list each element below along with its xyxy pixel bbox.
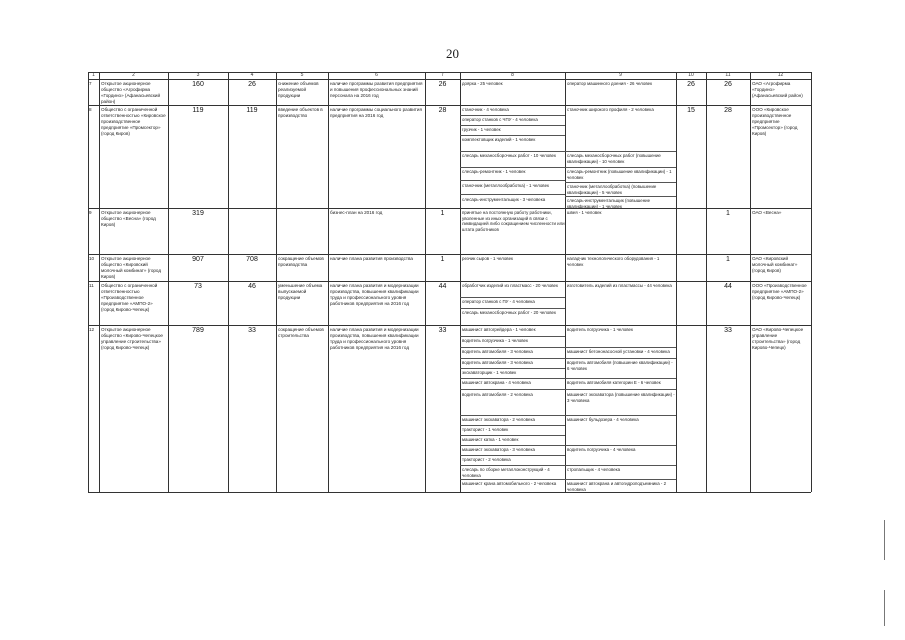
col-rule	[99, 72, 100, 492]
affected-count: 46	[248, 283, 256, 290]
planned-count: 26	[687, 81, 695, 88]
sub-row-rule	[460, 135, 565, 136]
sub-row-rule	[460, 455, 565, 456]
sub-row-rule	[565, 358, 676, 359]
scan-edge-mark	[884, 520, 885, 560]
total-count: 44	[724, 283, 732, 290]
header-rule	[88, 79, 811, 80]
column-number: 4	[250, 72, 254, 78]
released-profession: тракторист - 1 человек	[462, 427, 509, 432]
released-profession: оператор станков с ЧПУ - 4 человека	[462, 117, 538, 122]
row-number: 7	[89, 81, 92, 86]
column-number: 1	[92, 72, 95, 78]
sub-row-rule	[460, 435, 565, 436]
released-profession: машинист катка - 1 человек	[462, 437, 519, 442]
row-number: 8	[89, 107, 92, 112]
trainees-count: 1	[440, 210, 445, 217]
row-number: 9	[89, 210, 92, 215]
released-profession: станочник - 4 человека	[462, 107, 509, 112]
training-profession: станочник широкого профиля - 2 человека	[567, 107, 654, 112]
sub-row-rule	[565, 347, 676, 348]
partner-organization: ОАО «Кировский молочный комбинат» (город Киров)	[752, 256, 798, 273]
sub-row-rule	[460, 125, 565, 126]
released-profession: слесарь-ремонтник - 1 человек	[462, 169, 526, 174]
partner-organization: ООО «Производственное предприятие «АМПО-2» (город Кирово-Чепецк)	[752, 283, 807, 300]
sub-row-rule	[565, 378, 676, 379]
released-profession: оператор станков с ПУ - 4 человека	[462, 299, 535, 304]
row-rule	[88, 325, 811, 326]
total-count: 1	[726, 256, 730, 263]
trainees-count: 1	[440, 256, 445, 263]
column-number: 12	[777, 72, 784, 78]
sub-row-rule	[460, 336, 565, 337]
sub-row-rule	[565, 479, 676, 480]
page-number: 20	[446, 46, 459, 61]
column-number: 6	[375, 72, 378, 78]
released-profession: водитель автомобиля - 2 человека	[462, 392, 533, 397]
training-profession: швея - 1 человек	[567, 210, 602, 215]
row-number: 10	[89, 256, 95, 261]
sub-row-rule	[460, 151, 565, 152]
sub-row-rule	[460, 465, 565, 466]
organization-name: Общество с ограниченной ответственностью «Производственное предприятие «АМПО-2» (город Кирово-Чепецк)	[101, 283, 158, 312]
released-profession: машинист автогрейдера - 1 человек	[462, 327, 536, 332]
training-profession: водитель автомобиля (повышение квалификации) - 6 человек	[567, 360, 673, 371]
released-profession: слесарь механосборочных работ - 10 человек	[462, 153, 556, 158]
sub-row-rule	[460, 378, 565, 379]
released-profession: слесарь механосборочных работ - 20 человек	[462, 310, 556, 315]
reason	[278, 210, 327, 234]
employee-count: 160	[192, 81, 204, 88]
sub-row-rule	[565, 151, 676, 152]
training-profession: слесарь-инструментальщик (повышение квалификации) - 1 человек	[567, 198, 651, 208]
scan-edge-mark	[884, 590, 885, 626]
released-profession: водитель автомобиля - 3 человека	[462, 360, 533, 365]
sub-row-rule	[460, 347, 565, 348]
row-rule	[88, 281, 811, 282]
sub-row-rule	[460, 368, 565, 369]
affected-count: 33	[248, 327, 256, 334]
row-rule	[88, 105, 811, 106]
sub-row-rule	[565, 196, 676, 197]
training-profession: изготовитель изделий из пластмассы - 44 человека	[567, 283, 672, 288]
training-profession: машинист экскаватора (повышение квалификации) - 3 человека	[567, 392, 675, 403]
development-plan: наличие программы социального развития предприятия на 2016 год	[330, 107, 422, 118]
total-count: 33	[724, 327, 732, 334]
sub-row-rule	[565, 465, 676, 466]
sub-row-rule	[460, 415, 565, 416]
training-profession: водитель автомобиля категории Е - 6 человек	[567, 380, 661, 385]
development-plan: наличие плана развития и модернизации производства, повышения квалификации труда и профессионального уровня работников предприятия на 2016 год	[330, 327, 419, 350]
col-rule	[276, 72, 277, 492]
employee-count: 319	[192, 210, 204, 217]
released-profession: экскаваторщик - 1 человек	[462, 370, 517, 375]
row-rule	[88, 208, 811, 209]
col-rule	[228, 72, 229, 492]
affected-count: 26	[248, 81, 256, 88]
row-rule	[88, 254, 811, 255]
released-profession: резчик сыров - 1 человек	[462, 256, 513, 261]
col-rule	[811, 72, 812, 492]
partner-organization: ОАО «Весна»	[752, 210, 782, 215]
released-profession: доярка - 25 человек	[462, 81, 503, 86]
total-count: 28	[724, 107, 732, 114]
col-rule	[88, 72, 89, 492]
training-profession: наладчик технологического оборудования - 1 человек	[567, 256, 660, 267]
trainees-count: 44	[438, 283, 447, 290]
col-rule	[565, 72, 566, 492]
training-profession: слесарь механосборочных работ (повышение квалификации) - 10 человек	[567, 153, 661, 164]
released-profession: машинист экскаватора - 2 человека	[462, 417, 535, 422]
partner-organization: ООО «Кировское производственное предприятие «Промсектор» (город Киров)	[752, 107, 798, 136]
released-profession: грузчик - 1 человек	[462, 127, 501, 132]
organization-name: Общество с ограниченной ответственностью «Кировское производственное предприятие «Промсектор» (город Киров)	[101, 107, 166, 136]
training-profession: оператор машинного доения - 26 человек	[567, 81, 652, 86]
col-rule	[328, 72, 329, 492]
sub-row-rule	[460, 389, 565, 390]
reason: сокращение объемов производства	[278, 256, 324, 267]
col-rule	[168, 72, 169, 492]
affected-count: 708	[246, 256, 258, 263]
column-number: 8	[511, 72, 514, 78]
employee-count: 73	[194, 283, 202, 290]
training-profession: машинист бетононасосной установки - 4 человека	[567, 349, 670, 354]
employee-count: 789	[192, 327, 204, 334]
reason: уменьшение объема выпускаемой продукции	[278, 283, 323, 300]
organization-name: Открытое акционерное общество «Кирово-Чепецкое управление строительства» (город Кирово-Чепецк)	[101, 327, 163, 350]
column-number: 11	[725, 72, 731, 78]
development-plan: бизнес-план на 2016 год	[330, 210, 383, 215]
organization-name: Открытое акционерное общество «Весна» (город Киров)	[101, 210, 156, 227]
column-number: 10	[688, 72, 694, 78]
employee-count: 119	[192, 107, 204, 114]
sub-row-rule	[565, 182, 676, 183]
trainees-count: 33	[438, 327, 447, 334]
released-profession: тракторист - 2 человека	[462, 457, 511, 462]
training-profession: водитель погрузчика - 4 человека	[567, 447, 636, 452]
column-number: 2	[132, 72, 135, 78]
released-profession: обработчик изделий из пластмасс - 20 человек	[462, 283, 558, 288]
document-table	[88, 72, 811, 492]
training-profession: машинист автокрана и автогидроподъемника - 2 человека	[567, 481, 667, 492]
employee-count: 907	[192, 256, 204, 263]
column-number: 5	[300, 72, 304, 78]
col-rule	[425, 72, 426, 492]
sub-row-rule	[460, 194, 565, 195]
affected-count: 119	[246, 107, 258, 114]
sub-row-rule	[460, 425, 565, 426]
reason: сокращение объемов строительства	[278, 327, 324, 338]
released-profession: слесарь по сборке металлоконструкций - 4 человека	[462, 467, 550, 478]
sub-row-rule	[565, 415, 676, 416]
sub-row-rule	[460, 479, 565, 480]
partner-organization: ОАО «Кирово-Чепецкое управление строительства» (город Кирово-Чепецк)	[752, 327, 804, 350]
training-profession: машинист бульдозера - 4 человека	[567, 417, 639, 422]
row-number: 11	[89, 283, 94, 288]
column-number: 3	[196, 72, 200, 78]
released-profession: водитель автомобиля - 3 человека	[462, 349, 533, 354]
planned-count: 15	[687, 107, 695, 114]
development-plan: наличие программы развития предприятия и повышения профессиональных знаний персонала на 2016 год	[330, 81, 423, 98]
released-profession: машинист автокрана - 4 человека	[462, 380, 531, 385]
col-rule	[750, 72, 751, 492]
total-count: 26	[724, 81, 732, 88]
col-rule	[706, 72, 707, 492]
released-profession: машинист крана автомобильного - 2 человека	[462, 481, 557, 486]
reason: снижение объемов реализуемой продукции	[278, 81, 319, 98]
sub-row-rule	[460, 358, 565, 359]
released-profession: станочник (металлообработка) - 1 человек	[462, 183, 549, 188]
training-profession: водитель погрузчика - 1 человек	[567, 327, 633, 332]
released-profession: слесарь-инструментальщик - 3 человека	[462, 197, 546, 202]
training-profession: слесарь-ремонтник (повышение квалификации) - 1 человек	[567, 169, 672, 180]
col-rule	[676, 72, 677, 492]
total-count: 1	[726, 210, 730, 217]
released-profession: машинист экскаватора - 3 человека	[462, 447, 535, 452]
sub-row-rule	[460, 308, 565, 309]
trainees-count: 28	[438, 107, 447, 114]
sub-row-rule	[565, 389, 676, 390]
partner-organization: ОАО «Агрофирма «Гордино» (Афанасьевский район)	[752, 81, 803, 98]
training-profession: станочник (металлообработка) (повышение квалификации) - 5 человек	[567, 184, 657, 195]
released-profession: водитель погрузчика - 1 человек	[462, 338, 528, 343]
development-plan: наличие плана развития и модернизации производства, повышения квалификации труда и профессионального уровня работников предприятия на 2016 год	[330, 283, 419, 306]
table-border-bottom	[88, 492, 811, 493]
sub-row-rule	[565, 167, 676, 168]
row-number: 12	[89, 327, 95, 332]
sub-row-rule	[565, 445, 676, 446]
released-profession: принятые на постоянную работу работники, уволенные из иных организаций в связи с ликвидацией либо сокращением численности или штата работников	[462, 210, 565, 232]
column-number: 7	[441, 72, 444, 78]
trainees-count: 26	[438, 81, 447, 88]
column-number: 9	[619, 72, 622, 78]
sub-row-rule	[460, 445, 565, 446]
sub-row-rule	[460, 167, 565, 168]
training-profession: стропальщик - 4 человека	[567, 467, 621, 472]
sub-row-rule	[460, 297, 565, 298]
sub-row-rule	[460, 180, 565, 181]
organization-name: Открытое акционерное общество «Агрофирма «Гордино» (Афанасьевский район)	[101, 81, 161, 104]
organization-name: Открытое акционерное общество «Кировский молочный комбинат» (город Киров)	[101, 256, 162, 279]
development-plan: наличие плана развития производства	[330, 256, 413, 261]
reason: введение объектов в производство	[278, 107, 323, 118]
released-profession: комплектовщик изделий - 1 человек	[462, 137, 536, 142]
sub-row-rule	[460, 115, 565, 116]
